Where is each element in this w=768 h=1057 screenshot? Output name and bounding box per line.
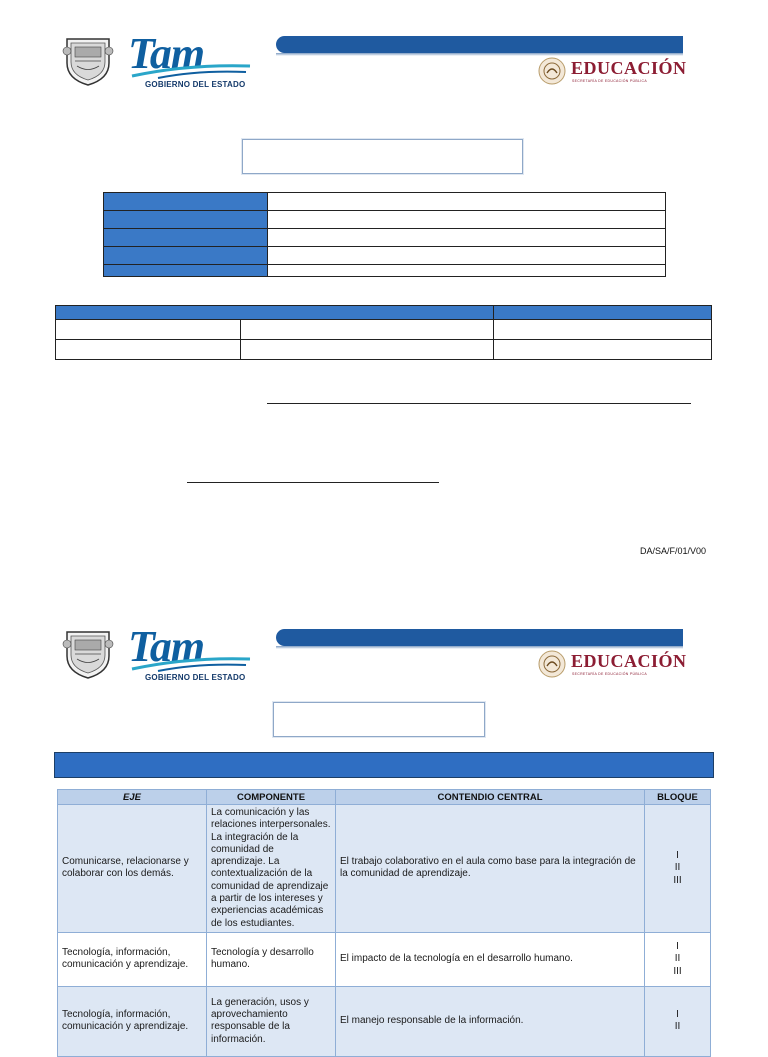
header-band <box>276 36 683 53</box>
table-header-row <box>58 790 711 805</box>
form-input-cell[interactable] <box>240 340 494 360</box>
form-input-cell[interactable] <box>268 211 666 229</box>
content-table <box>57 789 711 1057</box>
tam-logo-wordmark: Tam <box>128 29 205 78</box>
contenido-cell: El trabajo colaborativo en el aula como base para la integración de la comunidad de aprendizaje. <box>336 805 645 933</box>
bloque-value: II <box>674 1021 681 1033</box>
general-data-form <box>103 192 666 277</box>
form-title-box[interactable] <box>242 139 523 174</box>
form-label-cell <box>104 265 268 277</box>
bloque-value: II <box>674 953 681 965</box>
bloque-value: I <box>676 849 679 861</box>
bloque-cell <box>645 805 711 933</box>
column-header-eje: EJE <box>58 790 207 805</box>
form-input-cell[interactable] <box>268 247 666 265</box>
form-input-cell[interactable] <box>494 320 712 340</box>
form-input-cell[interactable] <box>56 320 241 340</box>
education-subtitle: SECRETARÍA DE EDUCACIÓN PÚBLICA <box>572 672 647 676</box>
header-band <box>276 629 683 646</box>
contenido-cell: El impacto de la tecnología en el desarrollo humano. <box>336 932 645 986</box>
form-input-cell[interactable] <box>268 265 666 277</box>
signature-line <box>187 482 439 483</box>
tam-swoosh-icon <box>128 655 254 675</box>
bloque-value: III <box>673 965 682 977</box>
bloque-value: II <box>674 862 681 874</box>
form-input-cell[interactable] <box>268 193 666 211</box>
signature-line <box>267 403 691 404</box>
form-input-cell[interactable] <box>240 320 494 340</box>
form-header-cell <box>494 306 712 320</box>
education-emblem-icon <box>538 650 566 683</box>
tam-government-logo <box>128 622 254 685</box>
document-code: DA/SA/F/01/V00 <box>640 546 707 556</box>
column-header-componente: COMPONENTE <box>207 790 336 805</box>
componente-cell: La generación, usos y aprovechamiento responsable de la información. <box>207 986 336 1056</box>
tam-logo-wordmark: Tam <box>128 622 205 671</box>
eje-cell: Comunicarse, relacionarse y colaborar con los demás. <box>58 805 207 933</box>
componente-cell: Tecnología y desarrollo humano. <box>207 932 336 986</box>
form-input-cell[interactable] <box>494 340 712 360</box>
signature-data-form <box>55 305 712 360</box>
form-label-cell <box>104 193 268 211</box>
section-title-box[interactable] <box>273 702 485 737</box>
bloque-cell <box>645 932 711 986</box>
table-row <box>58 986 711 1056</box>
table-row <box>58 932 711 986</box>
section-header-bar <box>54 752 714 778</box>
tam-logo-subtitle: GOBIERNO DEL ESTADO <box>145 673 246 682</box>
bloque-cell <box>645 986 711 1056</box>
form-input-cell[interactable] <box>268 229 666 247</box>
form-header-cell <box>56 306 494 320</box>
contenido-cell: El manejo responsable de la información. <box>336 986 645 1056</box>
form-input-cell[interactable] <box>56 340 241 360</box>
state-seal-logo <box>61 33 115 92</box>
table-row <box>58 805 711 933</box>
eje-cell: Tecnología, información, comunicación y aprendizaje. <box>58 986 207 1056</box>
bloque-value: I <box>676 940 679 952</box>
form-label-cell <box>104 211 268 229</box>
education-emblem-icon <box>538 57 566 90</box>
tam-logo-subtitle: GOBIERNO DEL ESTADO <box>145 80 246 89</box>
education-subtitle: SECRETARÍA DE EDUCACIÓN PÚBLICA <box>572 79 647 83</box>
form-label-cell <box>104 229 268 247</box>
bloque-value: I <box>676 1008 679 1020</box>
componente-cell: La comunicación y las relaciones interpersonales. La integración de la comunidad de aprendizaje. La contextualización de la comunidad de aprendizaje a partir de los intereses y experiencias académicas de los estudiantes. <box>207 805 336 933</box>
eje-cell: Tecnología, información, comunicación y aprendizaje. <box>58 932 207 986</box>
column-header-contenido: CONTENDIO CENTRAL <box>336 790 645 805</box>
education-title: EDUCACIÓN <box>571 58 687 78</box>
form-label-cell <box>104 247 268 265</box>
bloque-value: III <box>673 874 682 886</box>
state-seal-logo <box>61 626 115 685</box>
tam-government-logo <box>128 29 254 92</box>
tam-swoosh-icon <box>128 62 254 82</box>
education-title: EDUCACIÓN <box>571 651 687 671</box>
column-header-bloque: BLOQUE <box>645 790 711 805</box>
